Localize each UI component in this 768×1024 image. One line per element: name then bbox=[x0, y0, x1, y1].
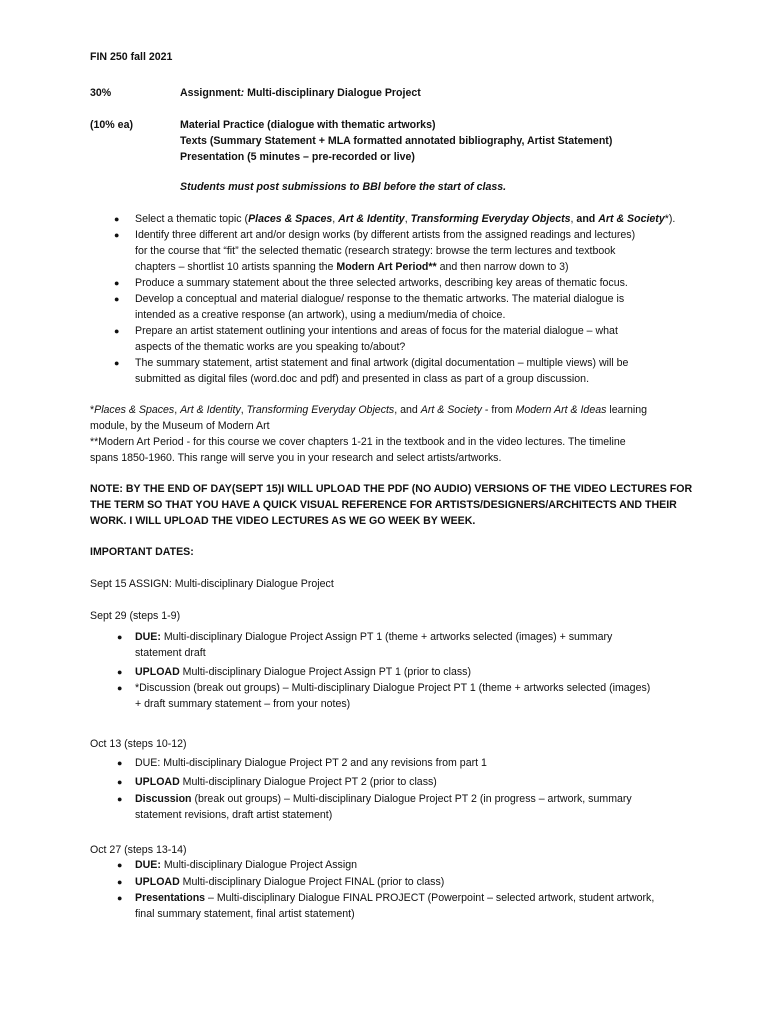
bullet-icon: ● bbox=[114, 294, 120, 304]
text-run: Places & Spaces bbox=[248, 213, 333, 225]
component-2: Texts (Summary Statement + MLA formatted annotated bibliography, Artist Statement) bbox=[180, 135, 613, 147]
date-sept29-heading: Sept 29 (steps 1-9) bbox=[90, 610, 181, 622]
bullet-icon: ● bbox=[114, 358, 120, 368]
text-run: Art & Identity bbox=[338, 213, 405, 225]
date-list-item bbox=[135, 630, 612, 646]
item-text: Multi-disciplinary Dialogue Project Assign PT 1 (theme + artworks selected (images) + summary bbox=[160, 631, 613, 643]
bullet-icon: ● bbox=[117, 632, 123, 642]
text-run: , bbox=[404, 213, 411, 225]
component-1: Material Practice (dialogue with thematic artworks) bbox=[180, 119, 436, 131]
text-run: Transforming Everyday Objects bbox=[410, 213, 571, 225]
item-text: Multi-disciplinary Dialogue Project FINAL (prior to class) bbox=[179, 876, 445, 888]
upload-note-line: NOTE: BY THE END OF DAY(SEPT 15)I WILL UPLOAD THE PDF (NO AUDIO) VERSIONS OF THE VIDEO LECTURES FOR bbox=[90, 483, 693, 495]
bullet-icon: ● bbox=[114, 278, 120, 288]
step-item-line: Develop a conceptual and material dialogue/ response to the thematic artworks. The material dialogue is bbox=[135, 293, 625, 305]
item-text: DUE: Multi-disciplinary Dialogue Project PT 2 and any revisions from part 1 bbox=[135, 757, 487, 769]
important-dates-heading: IMPORTANT DATES: bbox=[90, 546, 194, 558]
text-run: Modern Art & Ideas bbox=[515, 404, 607, 416]
date-oct27-heading: Oct 27 (steps 13-14) bbox=[90, 844, 187, 856]
item-lead: UPLOAD bbox=[135, 776, 180, 788]
step-item-line: Produce a summary statement about the three selected artworks, describing key areas of thematic focus. bbox=[135, 277, 628, 289]
item-text: Multi-disciplinary Dialogue Project PT 2 (prior to class) bbox=[179, 776, 437, 788]
bullet-icon: ● bbox=[114, 214, 120, 224]
upload-note-line: THE TERM SO THAT YOU HAVE A QUICK VISUAL REFERENCE FOR ARTISTS/DESIGNERS/ARCHITECTS AND THEIR bbox=[90, 499, 677, 511]
text-run: Places & Spaces bbox=[94, 404, 175, 416]
text-run: Art & Society bbox=[420, 404, 482, 416]
bullet-icon: ● bbox=[114, 230, 120, 240]
text-run: , bbox=[240, 404, 247, 416]
step-item-line bbox=[135, 260, 569, 276]
bullet-icon: ● bbox=[117, 683, 123, 693]
text-run: ). bbox=[668, 213, 676, 225]
bullet-icon: ● bbox=[117, 777, 123, 787]
date-list-item bbox=[135, 875, 444, 891]
text-run: , and bbox=[394, 404, 421, 416]
text-run: and then narrow down to 3) bbox=[436, 261, 569, 273]
text-run: , bbox=[332, 213, 339, 225]
date-sept15: Sept 15 ASSIGN: Multi-disciplinary Dialogue Project bbox=[90, 578, 334, 590]
date-list-item-line2: + draft summary statement – from your notes) bbox=[135, 698, 351, 710]
text-run: learning bbox=[606, 404, 648, 416]
assignment-title: Assignment: Multi-disciplinary Dialogue Project bbox=[180, 87, 421, 99]
step-item bbox=[135, 212, 675, 228]
weight-label: 30% bbox=[90, 87, 112, 99]
step-item-line: Prepare an artist statement outlining your intentions and areas of focus for the material dialogue – what bbox=[135, 325, 618, 337]
bullet-icon: ● bbox=[117, 877, 123, 887]
component-3: Presentation (5 minutes – pre-recorded or live) bbox=[180, 151, 415, 163]
date-list-item-line2: final summary statement, final artist statement) bbox=[135, 908, 355, 920]
footnote-period: **Modern Art Period - for this course we cover chapters 1-21 in the textbook and in the video lectures. The timeline bbox=[90, 436, 626, 448]
date-list-item-line2: statement draft bbox=[135, 647, 206, 659]
bullet-icon: ● bbox=[117, 860, 123, 870]
text-run: chapters – shortlist 10 artists spanning the bbox=[135, 261, 337, 273]
text-run: , bbox=[570, 213, 577, 225]
course-title: FIN 250 fall 2021 bbox=[90, 51, 173, 63]
text-run: Art & Society bbox=[598, 213, 665, 225]
footnote-themes bbox=[90, 403, 647, 419]
date-list-item bbox=[135, 756, 487, 772]
text-run: and bbox=[576, 213, 599, 225]
footnote-period-line2: spans 1850-1960. This range will serve you in your research and select artists/artworks. bbox=[90, 452, 502, 464]
step-item-line: aspects of the thematic works are you speaking to/about? bbox=[135, 341, 406, 353]
text-run: , bbox=[174, 404, 181, 416]
footnote-themes-line2: module, by the Museum of Modern Art bbox=[90, 420, 270, 432]
step-item-line: submitted as digital files (word.doc and pdf) and presented in class as part of a group discussion. bbox=[135, 373, 590, 385]
item-text: (break out groups) – Multi-disciplinary Dialogue Project PT 2 (in progress – artwork, summary bbox=[191, 793, 632, 805]
date-oct13-heading: Oct 13 (steps 10-12) bbox=[90, 738, 187, 750]
step-item-line: intended as a creative response (an artwork), using a medium/media of choice. bbox=[135, 309, 506, 321]
text-run: Select a thematic topic ( bbox=[135, 213, 249, 225]
item-lead: DUE: bbox=[135, 859, 161, 871]
text-run: * bbox=[664, 213, 669, 225]
bullet-icon: ● bbox=[117, 758, 123, 768]
item-lead: UPLOAD bbox=[135, 876, 180, 888]
item-lead: Presentations bbox=[135, 892, 206, 904]
bullet-icon: ● bbox=[117, 893, 123, 903]
item-text: Multi-disciplinary Dialogue Project Assign PT 1 (prior to class) bbox=[179, 666, 471, 678]
item-lead: Discussion bbox=[135, 793, 192, 805]
text-run: Art & Identity bbox=[180, 404, 241, 416]
text-run: - from bbox=[481, 404, 516, 416]
step-item-line: for the course that “fit” the selected thematic (research strategy: browse the term lectures and textbook bbox=[135, 245, 616, 257]
text-run: * bbox=[90, 404, 95, 416]
item-text: – Multi-disciplinary Dialogue FINAL PROJECT (Powerpoint – selected artwork, student artwork, bbox=[205, 892, 655, 904]
item-lead: DUE: bbox=[135, 631, 161, 643]
item-lead: UPLOAD bbox=[135, 666, 180, 678]
step-item-line: The summary statement, artist statement and final artwork (digital documentation – multiple views) will be bbox=[135, 357, 629, 369]
date-list-item bbox=[135, 665, 471, 681]
date-list-item bbox=[135, 792, 632, 808]
step-item-line: Identify three different art and/or design works (by different artists from the assigned readings and lectures) bbox=[135, 229, 636, 241]
date-list-item bbox=[135, 775, 437, 791]
sub-weight-label: (10% ea) bbox=[90, 119, 133, 131]
submission-note: Students must post submissions to BBl before the start of class. bbox=[180, 181, 507, 193]
date-list-item bbox=[135, 858, 357, 874]
bullet-icon: ● bbox=[117, 794, 123, 804]
item-text: Multi-disciplinary Dialogue Project Assign bbox=[160, 859, 357, 871]
text-run: Transforming Everyday Objects bbox=[246, 404, 395, 416]
upload-note-line: WORK. I WILL UPLOAD THE VIDEO LECTURES AS WE GO WEEK BY WEEK. bbox=[90, 515, 476, 527]
date-list-item bbox=[135, 681, 650, 697]
bullet-icon: ● bbox=[117, 667, 123, 677]
date-list-item bbox=[135, 891, 654, 907]
bullet-icon: ● bbox=[114, 326, 120, 336]
date-list-item-line2: statement revisions, draft artist statement) bbox=[135, 809, 333, 821]
text-run: Modern Art Period** bbox=[336, 261, 437, 273]
item-text: *Discussion (break out groups) – Multi-disciplinary Dialogue Project PT 1 (theme + artworks selected (images) bbox=[135, 682, 651, 694]
